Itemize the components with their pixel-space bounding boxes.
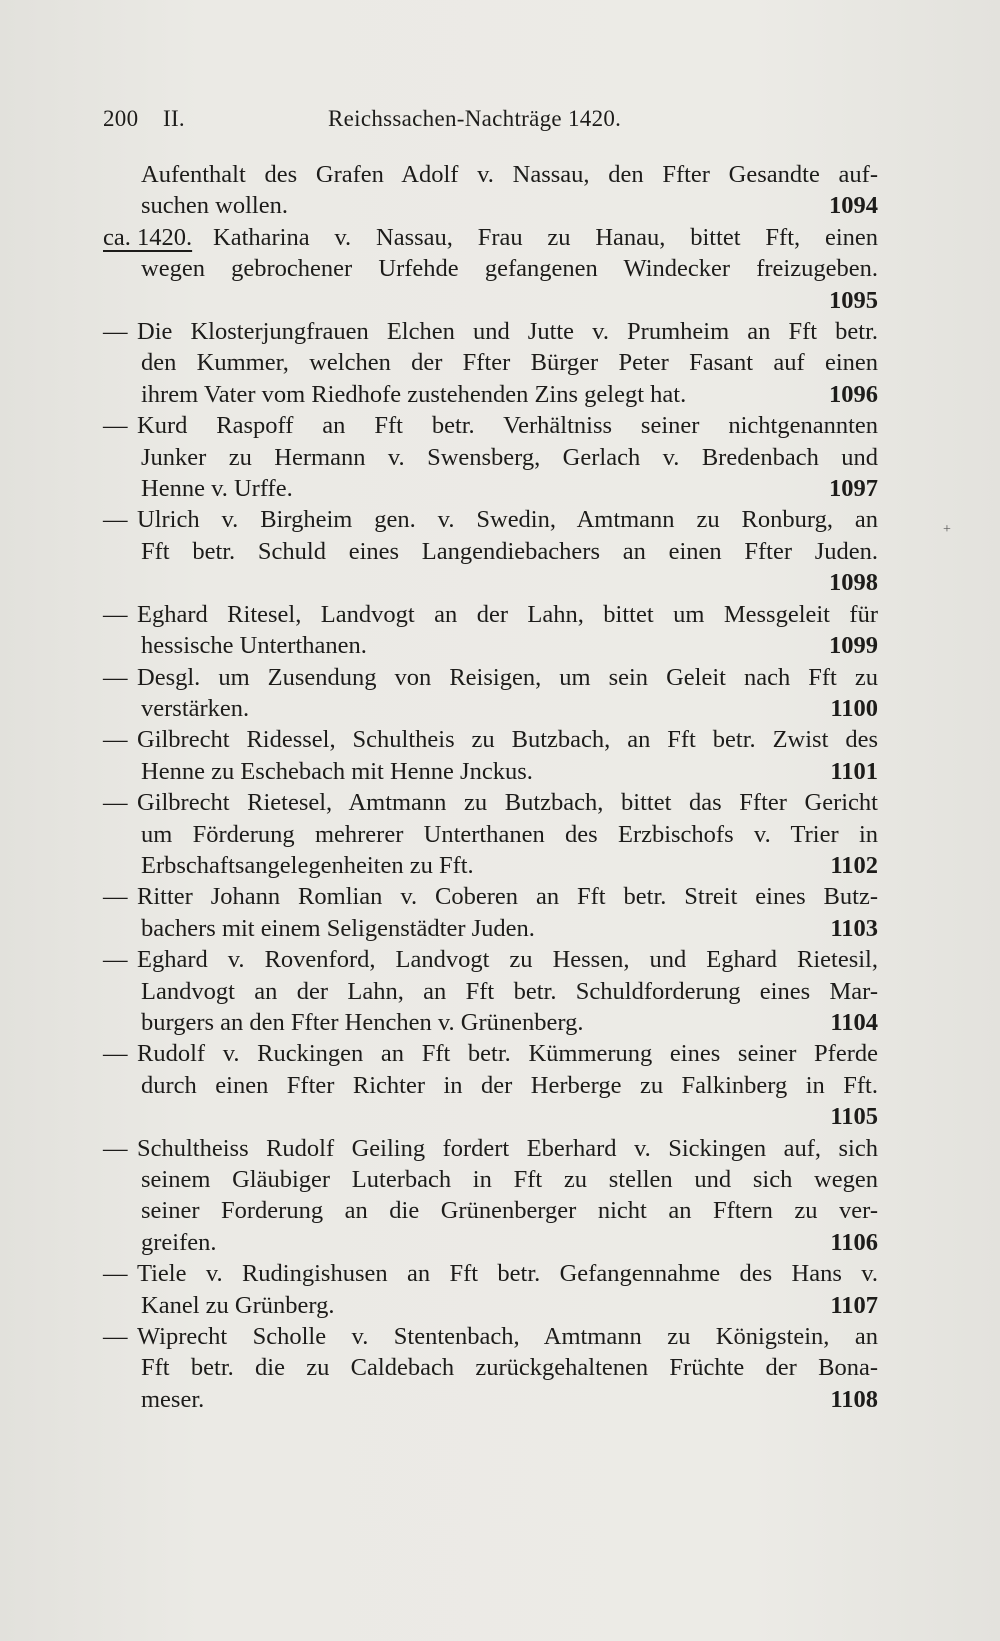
entry-line: Henne v. Urffe.	[141, 475, 293, 503]
dash-prefix: —	[103, 600, 128, 628]
entry-1103	[103, 881, 878, 944]
entry-line: meser.	[141, 1385, 205, 1413]
entry-line: seiner Forderung an die Grünenberger nicht an Fftern zu ver-	[141, 1197, 878, 1225]
entry-1101	[103, 724, 878, 787]
entry-number: 1094	[829, 192, 878, 220]
entry-line: burgers an den Ffter Henchen v. Grünenberg.	[141, 1008, 584, 1036]
entry-line: ihrem Vater vom Riedhofe zustehenden Zins gelegt hat.	[141, 380, 687, 408]
entry-line: Gilbrecht Rietesel, Amtmann zu Butzbach, bittet das Ffter Gericht	[137, 789, 878, 817]
entry-number: 1105	[830, 1103, 878, 1131]
dash-prefix: —	[103, 883, 128, 911]
entry-line: Die Klosterjungfrauen Elchen und Jutte v. Prumheim an Fft betr.	[137, 318, 878, 346]
entry-line: Tiele v. Rudingishusen an Fft betr. Gefangennahme des Hans v.	[137, 1260, 878, 1288]
running-header	[103, 106, 878, 140]
entry-line: Ritter Johann Romlian v. Coberen an Fft betr. Streit eines Butz-	[137, 883, 878, 911]
entry-line: Junker zu Hermann v. Swensberg, Gerlach v. Bredenbach und	[141, 443, 878, 471]
entry-line: durch einen Ffter Richter in der Herberge zu Falkinberg in Fft.	[141, 1071, 878, 1099]
dash-prefix: —	[103, 789, 128, 817]
dash-prefix: —	[103, 946, 128, 974]
entry-line: Kanel zu Grünberg.	[141, 1291, 335, 1319]
entry-number: 1107	[830, 1291, 878, 1319]
entry-line: Fft betr. Schuld eines Langendiebachers an einen Ffter Juden.	[141, 537, 878, 565]
entry-1104	[103, 944, 878, 1038]
entry-line: Fft betr. die zu Caldebach zurückgehaltenen Früchte der Bona-	[141, 1354, 878, 1382]
entry-number: 1100	[830, 694, 878, 722]
entry-number: 1103	[830, 914, 878, 942]
entry-line: Eghard v. Rovenford, Landvogt zu Hessen, und Eghard Rietesil,	[137, 946, 878, 974]
running-title: Reichssachen-Nachträge 1420.	[328, 106, 622, 131]
dash-prefix: —	[103, 663, 128, 691]
entry-number: 1099	[829, 632, 878, 660]
margin-mark: +	[943, 522, 951, 537]
entry-1107	[103, 1258, 878, 1321]
entry-number: 1095	[829, 286, 878, 314]
entry-line: Rudolf v. Ruckingen an Fft betr. Kümmerung eines seiner Pferde	[137, 1040, 878, 1068]
entry-1097	[103, 410, 878, 504]
entry-1095	[103, 222, 878, 316]
entry-number: 1108	[830, 1385, 878, 1413]
entry-line: den Kummer, welchen der Ffter Bürger Peter Fasant auf einen	[141, 349, 878, 377]
entry-line: Erbschaftsangelegenheiten zu Fft.	[141, 851, 474, 879]
entry-1096	[103, 316, 878, 410]
entry-line: hessische Unterthanen.	[141, 632, 367, 660]
entry-line: Kurd Raspoff an Fft betr. Verhältniss seiner nichtgenannten	[137, 412, 878, 440]
entry-1100	[103, 662, 878, 725]
entry-line: Landvogt an der Lahn, an Fft betr. Schuldforderung eines Mar-	[141, 977, 878, 1005]
dash-prefix: —	[103, 1323, 128, 1351]
page-number: 200	[103, 106, 139, 131]
dash-prefix: —	[103, 412, 128, 440]
entry-1099	[103, 599, 878, 662]
dash-prefix: —	[103, 318, 128, 346]
entry-line: wegen gebrochener Urfehde gefangenen Windecker freizugeben.	[141, 255, 878, 283]
entry-line: Eghard Ritesel, Landvogt an der Lahn, bittet um Messgeleit für	[137, 600, 878, 628]
entry-line: Aufenthalt des Grafen Adolf v. Nassau, den Ffter Gesandte auf-	[141, 161, 878, 188]
entry-line: Wiprecht Scholle v. Stentenbach, Amtmann zu Königstein, an	[137, 1323, 878, 1351]
entry-line: greifen.	[141, 1228, 217, 1256]
entry-number: 1098	[829, 569, 878, 597]
volume-label: II.	[163, 106, 185, 131]
entry-line: suchen wollen.	[141, 192, 288, 220]
dash-prefix: —	[103, 1040, 128, 1068]
entry-1105	[103, 1038, 878, 1132]
entry-line: Gilbrecht Ridessel, Schultheis zu Butzbach, an Fft betr. Zwist des	[137, 726, 878, 754]
entry-1094	[103, 159, 878, 222]
entry-1106	[103, 1133, 878, 1259]
entry-list	[103, 159, 878, 1415]
entry-line: Henne zu Eschebach mit Henne Jnckus.	[141, 757, 533, 785]
dash-prefix: —	[103, 726, 128, 754]
entry-1108	[103, 1321, 878, 1415]
entry-1098	[103, 504, 878, 598]
entry-line: Schultheiss Rudolf Geiling fordert Eberhard v. Sickingen auf, sich	[137, 1134, 878, 1162]
dash-prefix: —	[103, 1134, 128, 1162]
dash-prefix: —	[103, 1260, 128, 1288]
entry-number: 1104	[830, 1008, 878, 1036]
dash-prefix: —	[103, 506, 128, 534]
entry-number: 1096	[829, 380, 878, 408]
entry-number: 1106	[830, 1228, 878, 1256]
entry-line: bachers mit einem Seligenstädter Juden.	[141, 914, 535, 942]
entry-number: 1101	[830, 757, 878, 785]
entry-1102	[103, 787, 878, 881]
entry-line: Ulrich v. Birgheim gen. v. Swedin, Amtmann zu Ronburg, an	[137, 506, 878, 534]
entry-line: Desgl. um Zusendung von Reisigen, um sein Geleit nach Fft zu	[137, 663, 878, 691]
entry-number: 1102	[830, 851, 878, 879]
date-prefix: ca. 1420.	[103, 223, 193, 251]
entry-line: um Förderung mehrerer Unterthanen des Erzbischofs v. Trier in	[141, 820, 878, 848]
entry-number: 1097	[829, 475, 878, 503]
entry-line: verstärken.	[141, 694, 250, 722]
entry-line: seinem Gläubiger Luterbach in Fft zu stellen und sich wegen	[141, 1166, 878, 1193]
entry-line: Katharina v. Nassau, Frau zu Hanau, bittet Fft, einen	[213, 223, 878, 251]
